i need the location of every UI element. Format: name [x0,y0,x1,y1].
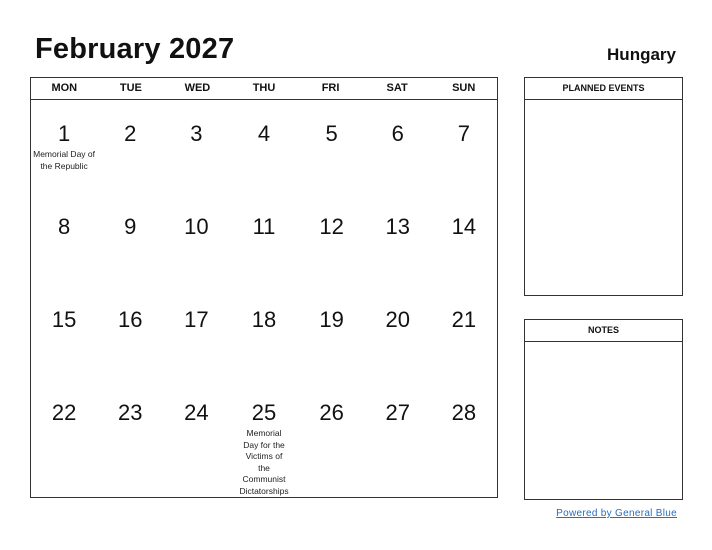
weekday-label: FRI [321,82,340,94]
day-cell [431,100,497,193]
day-cell [299,286,365,379]
day-number: 24 [184,400,209,425]
day-number: 25 [251,400,277,425]
day-cell [163,193,229,286]
day-number: 20 [385,307,411,332]
calendar-days [31,100,497,497]
weekday-label: SAT [386,82,408,94]
day-cell [163,100,229,193]
day-cell [365,100,431,193]
day-number: 27 [385,400,411,425]
day-number: 23 [117,400,143,425]
day-number: 15 [51,307,77,332]
day-number: 21 [451,307,477,332]
day-cell [365,193,431,286]
day-cell [97,286,163,379]
day-number: 3 [190,121,203,146]
day-number: 8 [57,214,71,239]
weekday-label: WED [184,82,211,94]
day-number: 22 [51,400,77,425]
weekday-label: TUE [119,82,142,94]
calendar-grid [30,77,498,498]
day-cell [229,286,298,379]
day-number: 18 [251,307,277,332]
day-cell [229,379,298,497]
day-number: 10 [184,214,209,239]
day-cell [31,286,97,379]
powered-by-link[interactable]: Powered by General Blue [556,508,677,519]
page-title: February 2027 [35,33,235,65]
notes-panel [524,319,683,500]
day-cell [365,286,431,379]
day-number: 5 [325,121,338,146]
day-number: 14 [451,214,477,239]
day-number: 1 [57,121,71,146]
country-label: Hungary [607,45,676,64]
day-number: 2 [124,121,137,146]
day-cell [31,193,97,286]
day-cell [299,379,365,497]
day-cell [97,379,163,497]
weekday-header [31,78,497,100]
holiday-label: Memorial Day of the Republic [33,149,96,171]
day-cell [97,193,163,286]
day-number: 13 [385,214,411,239]
day-cell [299,193,365,286]
day-number: 17 [184,307,209,332]
planned-events-panel [524,77,683,296]
day-number: 16 [117,307,143,332]
day-cell [299,100,365,193]
day-number: 26 [319,400,344,425]
day-cell [229,100,298,193]
planned-events-heading: PLANNED EVENTS [525,78,682,100]
weekday-label: THU [252,82,276,94]
weekday-label: MON [51,82,78,94]
day-cell [31,379,97,497]
day-number: 19 [319,307,344,332]
day-cell [431,193,497,286]
day-cell [163,379,229,497]
day-cell [431,379,497,497]
day-cell [229,193,298,286]
day-cell [97,100,163,193]
day-cell [163,286,229,379]
weekday-label: SUN [452,82,476,94]
day-number: 28 [451,400,477,425]
day-cell [431,286,497,379]
day-number: 11 [252,214,276,239]
day-number: 4 [257,121,271,146]
day-cell [365,379,431,497]
day-number: 9 [124,214,137,239]
day-number: 7 [457,121,471,146]
holiday-label: Memorial Day for the Victims of the Communist Dictatorships [239,428,289,496]
day-number: 12 [319,214,344,239]
notes-heading: NOTES [525,320,682,342]
day-number: 6 [391,121,404,146]
day-cell [31,100,97,193]
